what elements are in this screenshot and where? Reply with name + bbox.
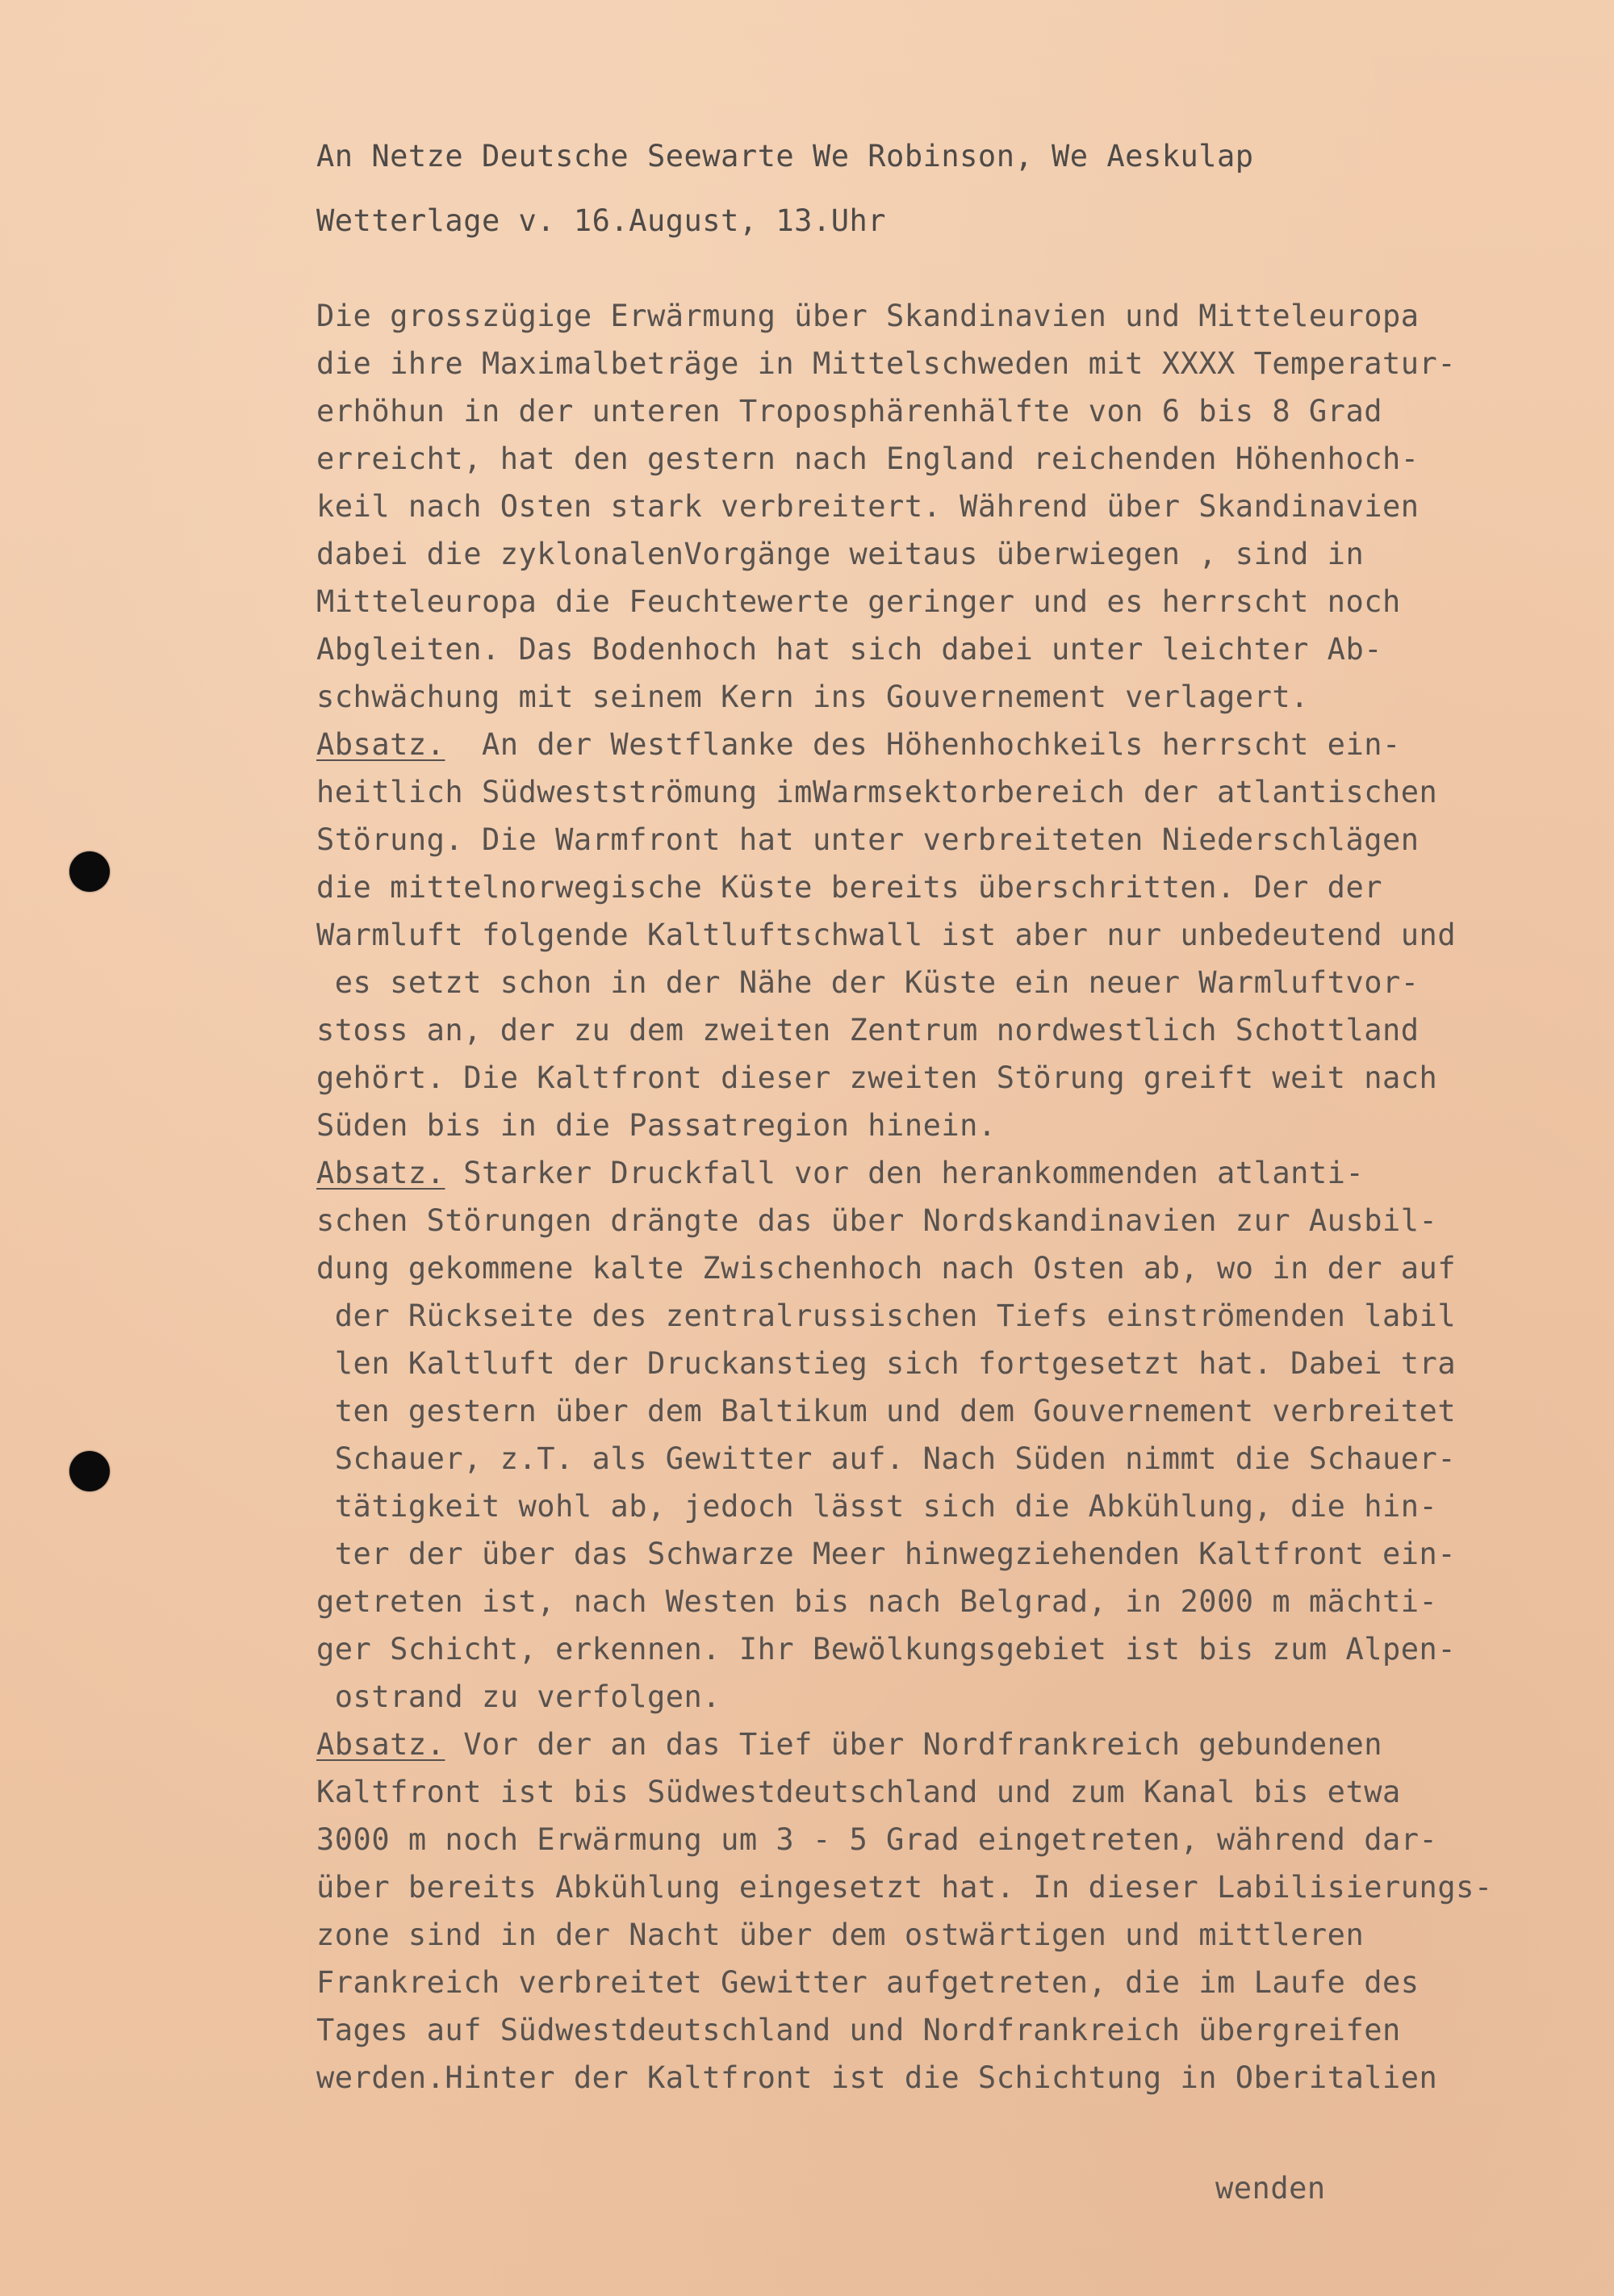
text-line: ostrand zu verfolgen.: [316, 1679, 721, 1714]
text-line: ter der über das Schwarze Meer hinwegziehenden Kaltfront ein-: [316, 1537, 1457, 1571]
text-line: gehört. Die Kaltfront dieser zweiten Störung greift weit nach: [316, 1060, 1438, 1095]
text-line: Störung. Die Warmfront hat unter verbreiteten Niederschlägen: [316, 822, 1420, 857]
recipients-line: An Netze Deutsche Seewarte We Robinson, We Aeskulap: [316, 139, 1254, 174]
text-line: Abgleiten. Das Bodenhoch hat sich dabei unter leichter Ab-: [316, 632, 1383, 667]
text-line: Schauer, z.T. als Gewitter auf. Nach Süden nimmt die Schauer-: [316, 1441, 1457, 1476]
absatz-label: Absatz.: [316, 727, 445, 762]
absatz-line: [316, 1156, 1364, 1190]
text-line: An der Westflanke des Höhenhochkeils herrscht ein-: [445, 727, 1401, 762]
turn-page-note: wenden: [1215, 2171, 1326, 2206]
text-line: tätigkeit wohl ab, jedoch lässt sich die Abkühlung, die hin-: [316, 1489, 1438, 1524]
text-line: Starker Druckfall vor den herankommenden atlanti-: [445, 1156, 1365, 1190]
absatz-line: [316, 1727, 1382, 1762]
text-line: Die grosszügige Erwärmung über Skandinavien und Mitteleuropa: [316, 299, 1420, 333]
text-line: es setzt schon in der Nähe der Küste ein neuer Warmluftvor-: [316, 965, 1420, 1000]
text-line: Warmluft folgende Kaltluftschwall ist aber nur unbedeutend und: [316, 918, 1457, 952]
text-line: die mittelnorwegische Küste bereits überschritten. Der der: [316, 870, 1383, 905]
absatz-label: Absatz.: [316, 1156, 445, 1190]
absatz-label: Absatz.: [316, 1727, 445, 1762]
text-line: schwächung mit seinem Kern ins Gouvernement verlagert.: [316, 680, 1309, 714]
text-line: keil nach Osten stark verbreitert. Während über Skandinavien: [316, 489, 1420, 524]
text-line: Vor der an das Tief über Nordfrankreich gebundenen: [445, 1727, 1383, 1762]
punch-hole-upper: [69, 851, 110, 892]
text-line: erreicht, hat den gestern nach England reichenden Höhenhoch-: [316, 441, 1420, 476]
text-line: zone sind in der Nacht über dem ostwärtigen und mittleren: [316, 1918, 1365, 1952]
text-line: len Kaltluft der Druckanstieg sich fortgesetzt hat. Dabei tra: [316, 1346, 1457, 1381]
text-line: Tages auf Südwestdeutschland und Nordfrankreich übergreifen: [316, 2013, 1401, 2047]
text-line: 3000 m noch Erwärmung um 3 - 5 Grad eingetreten, während dar-: [316, 1822, 1438, 1857]
text-line: der Rückseite des zentralrussischen Tiefs einströmenden labil: [316, 1299, 1457, 1333]
punch-hole-lower: [69, 1451, 110, 1491]
text-line: Mitteleuropa die Feuchtewerte geringer und es herrscht noch: [316, 584, 1401, 619]
text-line: Süden bis in die Passatregion hinein.: [316, 1108, 997, 1143]
absatz-line: [316, 727, 1401, 762]
text-line: Kaltfront ist bis Südwestdeutschland und zum Kanal bis etwa: [316, 1775, 1401, 1809]
text-line: die ihre Maximalbeträge in Mittelschweden mit XXXX Temperatur-: [316, 346, 1457, 381]
text-line: Frankreich verbreitet Gewitter aufgetreten, die im Laufe des: [316, 1965, 1420, 2000]
text-line: über bereits Abkühlung eingesetzt hat. In dieser Labilisierungs-: [316, 1870, 1493, 1905]
text-line: heitlich Südwestströmung imWarmsektorbereich der atlantischen: [316, 775, 1438, 809]
text-line: stoss an, der zu dem zweiten Zentrum nordwestlich Schottland: [316, 1013, 1420, 1048]
text-line: werden.Hinter der Kaltfront ist die Schichtung in Oberitalien: [316, 2060, 1438, 2095]
date-line: Wetterlage v. 16.August, 13.Uhr: [316, 203, 887, 238]
text-line: dabei die zyklonalenVorgänge weitaus überwiegen , sind in: [316, 537, 1365, 571]
text-line: ger Schicht, erkennen. Ihr Bewölkungsgebiet ist bis zum Alpen-: [316, 1632, 1457, 1667]
text-line: schen Störungen drängte das über Nordskandinavien zur Ausbil-: [316, 1203, 1438, 1238]
text-line: ten gestern über dem Baltikum und dem Gouvernement verbreitet: [316, 1394, 1457, 1428]
text-line: dung gekommene kalte Zwischenhoch nach Osten ab, wo in der auf: [316, 1251, 1457, 1286]
text-line: getreten ist, nach Westen bis nach Belgrad, in 2000 m mächti-: [316, 1584, 1438, 1619]
text-line: erhöhun in der unteren Troposphärenhälfte von 6 bis 8 Grad: [316, 394, 1383, 429]
